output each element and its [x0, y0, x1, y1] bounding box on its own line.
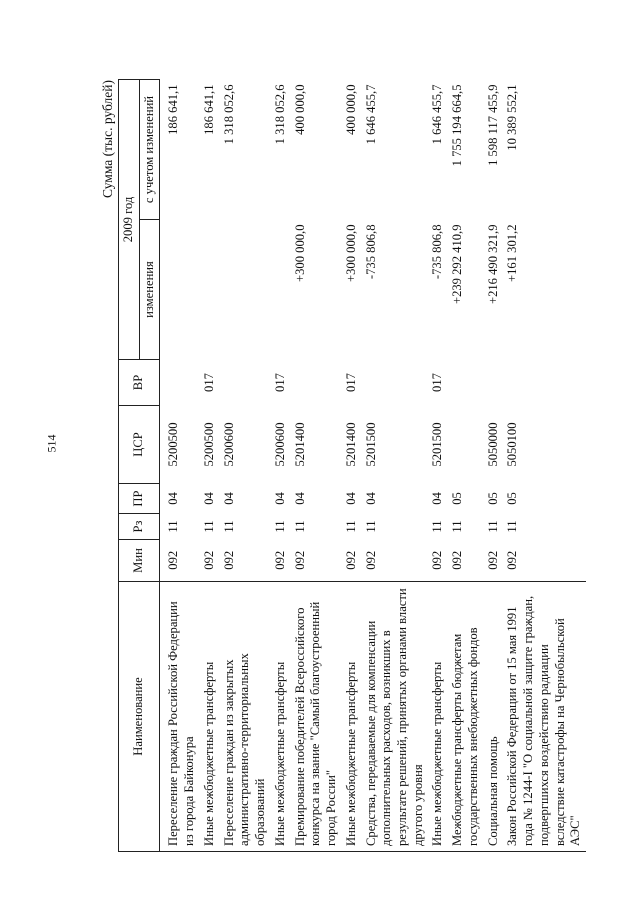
- row-min: 092: [505, 550, 520, 570]
- row-total: 186 641,1: [166, 84, 181, 135]
- table-row: [220, 80, 271, 852]
- row-name: Иные межбюджетные трансферты: [342, 582, 362, 852]
- row-pr: 04: [166, 492, 181, 505]
- row-name: Средства, передаваемые для компенсации дополнительных расходов, возникших в результате решений, принятых органами власти другого уровня: [362, 582, 429, 852]
- table-row: [291, 80, 342, 852]
- page-number: 514: [44, 434, 59, 453]
- table-row: [428, 80, 448, 852]
- header-vr: ВР: [119, 360, 160, 406]
- row-total: 1 646 455,7: [430, 84, 445, 145]
- table-row: [200, 80, 220, 852]
- row-total: 400 000,0: [292, 84, 307, 135]
- table-row: [448, 80, 483, 852]
- row-vr: [160, 360, 200, 406]
- table-row: [484, 80, 504, 852]
- row-vr: [448, 360, 483, 406]
- row-rz: 11: [430, 520, 445, 533]
- row-changes: [271, 220, 291, 360]
- header-with-changes: с учетом изменений: [139, 80, 160, 220]
- row-csr: [448, 406, 483, 484]
- row-name: Переселение граждан из закрытых административно-территориальных образований: [220, 582, 271, 852]
- header-pr: ПР: [119, 484, 160, 514]
- row-name: Иные межбюджетные трансферты: [200, 582, 220, 852]
- row-name: Иные межбюджетные трансферты: [428, 582, 448, 852]
- table-row: [160, 80, 200, 852]
- row-name: Переселение граждан Российской Федерации из города Байконура: [160, 582, 200, 852]
- row-rz: 11: [363, 520, 378, 533]
- row-vr: 017: [343, 373, 358, 392]
- row-rz: 11: [505, 520, 520, 533]
- table-header: [119, 80, 160, 852]
- row-rz: 11: [166, 520, 181, 533]
- header-changes: изменения: [139, 220, 160, 360]
- row-min: 092: [221, 550, 236, 570]
- row-total: 400 000,0: [343, 84, 358, 135]
- row-name: Межбюджетные трансферты бюджетам государственных внебюджетных фондов: [448, 582, 483, 852]
- row-min: 092: [166, 550, 181, 570]
- row-total: 186 641,1: [201, 84, 216, 135]
- row-rz: 11: [201, 520, 216, 533]
- row-pr: 04: [363, 492, 378, 505]
- row-rz: 11: [485, 520, 500, 533]
- row-min: 092: [201, 550, 216, 570]
- row-vr: [291, 360, 342, 406]
- table-row: [342, 80, 362, 852]
- row-total: 1 646 455,7: [363, 84, 378, 145]
- row-pr: 04: [201, 492, 216, 505]
- header-csr: ЦСР: [119, 406, 160, 484]
- row-min: 092: [292, 550, 307, 570]
- row-name: Социальная помощь: [484, 582, 504, 852]
- row-csr: 5201500: [363, 422, 378, 467]
- row-changes: +161 301,2: [505, 224, 520, 282]
- row-csr: 5201500: [430, 422, 445, 467]
- row-pr: 05: [450, 492, 465, 505]
- row-changes: [160, 220, 200, 360]
- row-changes: +239 292 410,9: [450, 224, 465, 305]
- row-changes: -735 806,8: [363, 224, 378, 280]
- row-vr: [362, 360, 429, 406]
- row-csr: 5050100: [505, 422, 520, 467]
- row-csr: 5200500: [201, 422, 216, 467]
- row-changes: +300 000,0: [292, 224, 307, 282]
- row-vr: 017: [272, 373, 287, 392]
- row-name: Премирование победителей Всероссийского конкурса на звание "Самый благоустроенный город России": [291, 582, 342, 852]
- row-pr: 04: [292, 492, 307, 505]
- row-name: Иные межбюджетные трансферты: [271, 582, 291, 852]
- row-vr: [220, 360, 271, 406]
- table-row: [362, 80, 429, 852]
- row-changes: -735 806,8: [430, 224, 445, 280]
- row-vr: 017: [430, 373, 445, 392]
- row-csr: 5200500: [166, 422, 181, 467]
- row-changes: [200, 220, 220, 360]
- row-name: Закон Российской Федерации от 15 мая 1991 года № 1244-I "О социальной защите граждан, подвергшихся воздействию радиации вследствие катастрофы на Чернобыльской АЭС": [503, 582, 586, 852]
- row-min: 092: [485, 550, 500, 570]
- header-year: 2009 год: [119, 80, 140, 360]
- row-rz: 11: [272, 520, 287, 533]
- row-min: 092: [343, 550, 358, 570]
- row-csr: 5050000: [485, 422, 500, 467]
- row-csr: 5201400: [292, 422, 307, 467]
- row-min: 092: [430, 550, 445, 570]
- row-min: 092: [450, 550, 465, 570]
- row-rz: 11: [292, 520, 307, 533]
- row-changes: +300 000,0: [343, 224, 358, 282]
- row-pr: 05: [485, 492, 500, 505]
- row-vr: [484, 360, 504, 406]
- row-pr: 04: [272, 492, 287, 505]
- unit-caption: Сумма (тыс. рублей): [100, 80, 115, 198]
- row-changes: [220, 220, 271, 360]
- row-csr: 5200600: [221, 422, 236, 467]
- header-min: Мин: [119, 540, 160, 582]
- row-csr: 5200600: [272, 422, 287, 467]
- row-changes: +216 490 321,9: [485, 224, 500, 305]
- header-name: Наименование: [119, 582, 160, 852]
- table-body: [160, 80, 586, 852]
- row-rz: 11: [221, 520, 236, 533]
- row-min: 092: [363, 550, 378, 570]
- row-rz: 11: [343, 520, 358, 533]
- row-rz: 11: [450, 520, 465, 533]
- row-vr: [503, 360, 586, 406]
- row-total: 1 318 052,6: [221, 84, 236, 145]
- header-rz: Рз: [119, 514, 160, 540]
- row-total: 1 318 052,6: [272, 84, 287, 145]
- row-min: 092: [272, 550, 287, 570]
- row-vr: 017: [201, 373, 216, 392]
- row-pr: 04: [343, 492, 358, 505]
- row-csr: 5201400: [343, 422, 358, 467]
- table-row: [271, 80, 291, 852]
- rotated-table-sheet: [100, 78, 583, 858]
- row-pr: 04: [430, 492, 445, 505]
- row-total: 1 598 117 455,9: [485, 84, 500, 166]
- row-pr: 05: [505, 492, 520, 505]
- budget-table: [118, 79, 586, 852]
- row-pr: 04: [221, 492, 236, 505]
- row-total: 1 755 194 664,5: [450, 84, 465, 167]
- row-total: 10 389 552,1: [505, 84, 520, 151]
- table-row: [503, 80, 586, 852]
